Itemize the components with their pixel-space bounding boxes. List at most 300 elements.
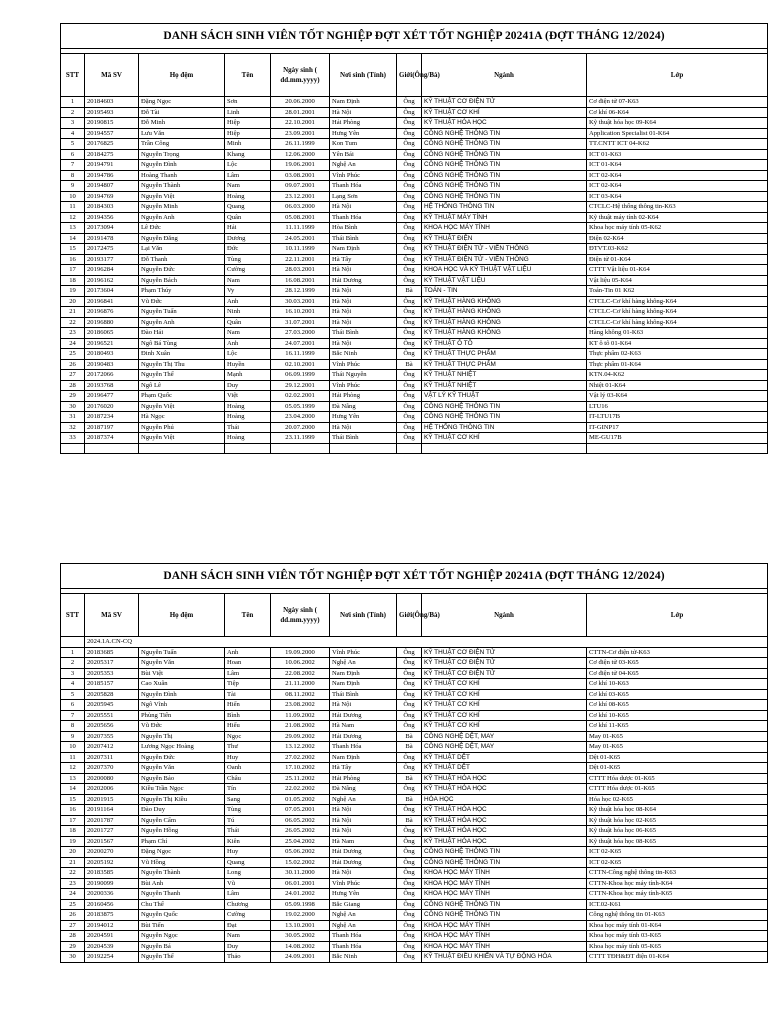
cell-ten: Thư: [225, 742, 271, 753]
cell-nganh: KỸ THUẬT CƠ ĐIỆN TỬ: [422, 97, 587, 108]
cell-lop: ICT.02-K61: [587, 899, 768, 910]
cell-nganh: KHOA HỌC MÁY TÍNH: [422, 868, 587, 879]
cell-ngaysinh: 02.10.2001: [271, 359, 330, 370]
cell-nganh: KỸ THUẬT MÁY TÍNH: [422, 212, 587, 223]
cell-stt: 16: [61, 805, 85, 816]
cell-ngaysinh: 17.10.2002: [271, 763, 330, 774]
cell-hodem: Nguyễn Quốc: [139, 910, 225, 921]
cell-hodem: Nguyễn Việt: [139, 191, 225, 202]
cell-ten: Huy: [225, 847, 271, 858]
cell-gioitinh: Ông: [397, 752, 422, 763]
cell-masv: 20205551: [85, 710, 139, 721]
cell-hodem: Đào Hải: [139, 328, 225, 339]
cell-ngaysinh: 28.01.2001: [271, 107, 330, 118]
cell-ten: Minh: [225, 139, 271, 150]
cell-gioitinh: Ông: [397, 328, 422, 339]
blank-row: [61, 443, 768, 454]
cell-noisinh: Hà Nam: [330, 721, 397, 732]
cell-noisinh: Đà Nẵng: [330, 401, 397, 412]
cell-noisinh: Hà Nội: [330, 286, 397, 297]
cell-stt: 11: [61, 202, 85, 213]
cell-hodem: Đỗ Tài: [139, 107, 225, 118]
cell-hodem: Phạm Chí: [139, 836, 225, 847]
cell-masv: 20183585: [85, 868, 139, 879]
cell-gioitinh: Ông: [397, 710, 422, 721]
cell-lop: IT-GINP17: [587, 422, 768, 433]
cell-nganh: HỆ THỐNG THÔNG TIN: [422, 422, 587, 433]
cell-noisinh: Hưng Yên: [330, 412, 397, 423]
table-row: [61, 107, 768, 118]
cell-ngaysinh: 29.12.2001: [271, 380, 330, 391]
cell-noisinh: Hà Nội: [330, 700, 397, 711]
cell-noisinh: Hòa Bình: [330, 223, 397, 234]
table-row: [61, 254, 768, 265]
cell-gioitinh: Ông: [397, 857, 422, 868]
cell-nganh: KỸ THUẬT NHIỆT: [422, 380, 587, 391]
cell-ten: Linh: [225, 107, 271, 118]
cell-ten: Vũ: [225, 878, 271, 889]
cell-ten: Thảo: [225, 952, 271, 963]
cell-noisinh: Hà Nội: [330, 307, 397, 318]
table-row: [61, 700, 768, 711]
cell-lop: Cơ khí 03-K65: [587, 689, 768, 700]
cell-masv: 20201567: [85, 836, 139, 847]
cell-ngaysinh: 13.12.2002: [271, 742, 330, 753]
header-noisinh: Nơi sinh (Tỉnh): [330, 594, 397, 637]
table-row: [61, 763, 768, 774]
table-row: [61, 910, 768, 921]
cell-nganh: CÔNG NGHỆ THÔNG TIN: [422, 139, 587, 150]
cell-hodem: Nguyễn Minh: [139, 202, 225, 213]
table-row: [61, 233, 768, 244]
table-row: [61, 223, 768, 234]
cell-ten: Tài: [225, 689, 271, 700]
cell-lop: ICT 01-K64: [587, 160, 768, 171]
table-row: [61, 149, 768, 160]
cell-noisinh: Lạng Sơn: [330, 191, 397, 202]
cell-nganh: KỸ THUẬT CƠ ĐIỆN TỬ: [422, 658, 587, 669]
cell-nganh: KỸ THUẬT HÓA HỌC: [422, 805, 587, 816]
cell-ten: Nam: [225, 181, 271, 192]
cell-stt: 27: [61, 920, 85, 931]
table-row: [61, 338, 768, 349]
cell-nganh: KỸ THUẬT HÀNG KHÔNG: [422, 328, 587, 339]
header-stt: STT: [61, 54, 85, 97]
cell-lop: ĐTVT.03-K62: [587, 244, 768, 255]
cell-ten: Huy: [225, 752, 271, 763]
cell-lop: Dệt 01-K65: [587, 752, 768, 763]
cell-noisinh: Hà Nội: [330, 338, 397, 349]
table-row: [61, 97, 768, 108]
cell-masv: 20192254: [85, 952, 139, 963]
table-row: [61, 689, 768, 700]
cell-nganh: KỸ THUẬT HÀNG KHÔNG: [422, 296, 587, 307]
cell-stt: 17: [61, 265, 85, 276]
table-row: [61, 265, 768, 276]
cell-stt: 25: [61, 899, 85, 910]
cell-nganh: KHOA HỌC VÀ KỸ THUẬT VẬT LIỆU: [422, 265, 587, 276]
cell-noisinh: Hà Nội: [330, 826, 397, 837]
cell-gioitinh: Ông: [397, 181, 422, 192]
table-row: [61, 931, 768, 942]
page-title: DANH SÁCH SINH VIÊN TỐT NGHIỆP ĐỢT XÉT TỐT NGHIỆP 20241A (ĐỢT THÁNG 12/2024): [61, 24, 768, 49]
cell-lop: Khoa học máy tính 03-K65: [587, 931, 768, 942]
cell-stt: 29: [61, 391, 85, 402]
cell-hodem: Đào Duy: [139, 805, 225, 816]
cell-ten: Sang: [225, 794, 271, 805]
cell-gioitinh: Ông: [397, 721, 422, 732]
table-row: [61, 412, 768, 423]
cell-lop: KT ô tô 01-K64: [587, 338, 768, 349]
cell-ngaysinh: 09.07.2001: [271, 181, 330, 192]
cell-ngaysinh: 16.10.2001: [271, 307, 330, 318]
cell-ngaysinh: 11.09.2002: [271, 710, 330, 721]
cell-ngaysinh: 22.02.2002: [271, 784, 330, 795]
cell-nganh: CÔNG NGHỆ THÔNG TIN: [422, 910, 587, 921]
cell-hodem: Bùi Việt: [139, 668, 225, 679]
cell-stt: 7: [61, 160, 85, 171]
cell-stt: 20: [61, 296, 85, 307]
cell-noisinh: Hải Dương: [330, 275, 397, 286]
cell-ngaysinh: 24.09.2001: [271, 952, 330, 963]
cell-ten: Ngọc: [225, 731, 271, 742]
cell-stt: 10: [61, 742, 85, 753]
cell-ngaysinh: 12.06.2000: [271, 149, 330, 160]
cell-lop: TT.CNTT ICT 04-K62: [587, 139, 768, 150]
cell-lop: LTU16: [587, 401, 768, 412]
cell-ten: Anh: [225, 338, 271, 349]
table-row: [61, 784, 768, 795]
group-row: [61, 637, 768, 648]
cell-hodem: Nguyễn Văn: [139, 763, 225, 774]
cell-ngaysinh: 23.08.2002: [271, 700, 330, 711]
cell-hodem: Nguyễn Bảo: [139, 773, 225, 784]
cell-gioitinh: Ông: [397, 149, 422, 160]
cell-ten: Hiếu: [225, 721, 271, 732]
student-table-2: [60, 563, 768, 963]
cell-noisinh: Hải Dương: [330, 857, 397, 868]
cell-hodem: Nguyễn Thế: [139, 370, 225, 381]
cell-lop: ICT 02-K65: [587, 857, 768, 868]
cell-masv: 20207370: [85, 763, 139, 774]
cell-gioitinh: Ông: [397, 668, 422, 679]
cell-noisinh: Vĩnh Phúc: [330, 647, 397, 658]
cell-masv: 20172066: [85, 370, 139, 381]
cell-hodem: Nguyễn Đình: [139, 689, 225, 700]
table-row: [61, 742, 768, 753]
cell-ngaysinh: 02.02.2001: [271, 391, 330, 402]
cell-stt: 16: [61, 254, 85, 265]
cell-noisinh: Hải Dương: [330, 710, 397, 721]
cell-noisinh: Bắc Giang: [330, 899, 397, 910]
cell-masv: 20196162: [85, 275, 139, 286]
cell-hodem: Nguyễn Đức: [139, 752, 225, 763]
cell-gioitinh: Ông: [397, 107, 422, 118]
cell-nganh: KỸ THUẬT CƠ ĐIỆN TỬ: [422, 668, 587, 679]
cell-ngaysinh: 05.09.1998: [271, 899, 330, 910]
cell-noisinh: Hà Nội: [330, 868, 397, 879]
cell-noisinh: Hà Nội: [330, 805, 397, 816]
header-gioitinh: Giới(Ông/Bà): [397, 594, 422, 637]
cell-stt: 22: [61, 868, 85, 879]
cell-gioitinh: Bà: [397, 742, 422, 753]
cell-noisinh: Thái Bình: [330, 233, 397, 244]
cell-masv: 20183685: [85, 647, 139, 658]
cell-stt: 30: [61, 401, 85, 412]
cell-ten: Oanh: [225, 763, 271, 774]
cell-masv: 20194791: [85, 160, 139, 171]
cell-masv: 20207355: [85, 731, 139, 742]
cell-ngaysinh: 15.02.2002: [271, 857, 330, 868]
cell-noisinh: Hà Nội: [330, 422, 397, 433]
table-row: [61, 773, 768, 784]
cell-lop: Vật liệu 05-K64: [587, 275, 768, 286]
cell-gioitinh: Bà: [397, 794, 422, 805]
cell-lop: Kỹ thuật hóa học 08-K65: [587, 836, 768, 847]
cell-gioitinh: Ông: [397, 679, 422, 690]
cell-hodem: Lưu Văn: [139, 128, 225, 139]
cell-masv: 20194557: [85, 128, 139, 139]
cell-noisinh: Hải Phòng: [330, 391, 397, 402]
cell-stt: 1: [61, 97, 85, 108]
cell-ten: Tùng: [225, 805, 271, 816]
cell-noisinh: Thanh Hóa: [330, 931, 397, 942]
cell-stt: 13: [61, 773, 85, 784]
cell-hodem: Vũ Hồng: [139, 857, 225, 868]
cell-ten: Anh: [225, 647, 271, 658]
cell-stt: 5: [61, 689, 85, 700]
cell-masv: 20194356: [85, 212, 139, 223]
cell-gioitinh: Ông: [397, 920, 422, 931]
cell-nganh: KỸ THUẬT HÓA HỌC: [422, 118, 587, 129]
cell-ngaysinh: 23.04.2000: [271, 412, 330, 423]
cell-masv: 20191478: [85, 233, 139, 244]
cell-gioitinh: Ông: [397, 338, 422, 349]
cell-masv: 20190815: [85, 118, 139, 129]
table-row: [61, 433, 768, 444]
cell-gioitinh: Ông: [397, 307, 422, 318]
cell-stt: 13: [61, 223, 85, 234]
cell-ten: Hoàng: [225, 191, 271, 202]
cell-noisinh: Yên Bái: [330, 149, 397, 160]
cell-ngaysinh: 11.11.1999: [271, 223, 330, 234]
cell-hodem: Nguyễn Thành: [139, 868, 225, 879]
cell-ngaysinh: 26.11.1999: [271, 139, 330, 150]
cell-masv: 20202006: [85, 784, 139, 795]
cell-lop: Kỹ thuật máy tính 02-K64: [587, 212, 768, 223]
cell-noisinh: Thanh Hóa: [330, 941, 397, 952]
cell-lop: Cơ điện tử 03-K65: [587, 658, 768, 669]
cell-hodem: Nguyễn Thị Kiều: [139, 794, 225, 805]
cell-gioitinh: Ông: [397, 401, 422, 412]
cell-nganh: KHOA HỌC MÁY TÍNH: [422, 878, 587, 889]
cell-nganh: KỸ THUẬT ĐIỆN: [422, 233, 587, 244]
cell-ngaysinh: 13.10.2001: [271, 920, 330, 931]
blank-cell: [61, 443, 85, 454]
cell-masv: 20191164: [85, 805, 139, 816]
cell-ten: Tín: [225, 784, 271, 795]
table-row: [61, 212, 768, 223]
cell-hodem: Phạm Thúy: [139, 286, 225, 297]
table-row: [61, 244, 768, 255]
cell-nganh: KỸ THUẬT ĐIỆN TỬ - VIỄN THÔNG: [422, 254, 587, 265]
cell-ten: Tú: [225, 815, 271, 826]
cell-ngaysinh: 21.08.2002: [271, 721, 330, 732]
cell-nganh: CÔNG NGHỆ THÔNG TIN: [422, 847, 587, 858]
cell-nganh: CÔNG NGHỆ THÔNG TIN: [422, 412, 587, 423]
cell-gioitinh: Bà: [397, 286, 422, 297]
cell-masv: 20201787: [85, 815, 139, 826]
cell-nganh: KỸ THUẬT CƠ KHÍ: [422, 721, 587, 732]
cell-nganh: KỸ THUẬT CƠ KHÍ: [422, 433, 587, 444]
cell-hodem: Nguyễn Hồng: [139, 826, 225, 837]
cell-noisinh: Đà Nẵng: [330, 784, 397, 795]
cell-masv: 20194769: [85, 191, 139, 202]
cell-noisinh: Hải Phòng: [330, 773, 397, 784]
header-row: [61, 54, 768, 97]
cell-ngaysinh: 24.07.2001: [271, 338, 330, 349]
cell-noisinh: Thanh Hóa: [330, 181, 397, 192]
cell-gioitinh: Ông: [397, 412, 422, 423]
cell-ten: Huyền: [225, 359, 271, 370]
cell-noisinh: Hà Nội: [330, 202, 397, 213]
cell-ten: Sơn: [225, 97, 271, 108]
cell-lop: KTN.04-K62: [587, 370, 768, 381]
cell-stt: 31: [61, 412, 85, 423]
header-hodem: Họ đệm: [139, 54, 225, 97]
cell-stt: 22: [61, 317, 85, 328]
cell-stt: 28: [61, 931, 85, 942]
cell-stt: 12: [61, 212, 85, 223]
cell-lop: CTTN-Cơ điện tử-K63: [587, 647, 768, 658]
cell-masv: 20194807: [85, 181, 139, 192]
cell-masv: 20184303: [85, 202, 139, 213]
cell-masv: 20184603: [85, 97, 139, 108]
cell-noisinh: Nghệ An: [330, 920, 397, 931]
header-gioitinh: Giới(Ông/Bà): [397, 54, 422, 97]
cell-hodem: Đặng Ngọc: [139, 847, 225, 858]
cell-gioitinh: Ông: [397, 941, 422, 952]
cell-gioitinh: Ông: [397, 952, 422, 963]
cell-gioitinh: Ông: [397, 233, 422, 244]
cell-nganh: KHOA HỌC MÁY TÍNH: [422, 931, 587, 942]
cell-stt: 9: [61, 731, 85, 742]
cell-gioitinh: Ông: [397, 317, 422, 328]
cell-hodem: Nguyễn Tuấn: [139, 647, 225, 658]
group-cell-empty: [61, 637, 85, 648]
cell-lop: Công nghệ thông tin 01-K63: [587, 910, 768, 921]
cell-lop: CTTT Hóa dược 01-K65: [587, 773, 768, 784]
cell-hodem: Hoàng Thanh: [139, 170, 225, 181]
cell-gioitinh: Ông: [397, 647, 422, 658]
cell-masv: 20186065: [85, 328, 139, 339]
cell-ten: Cường: [225, 265, 271, 276]
cell-nganh: CÔNG NGHỆ THÔNG TIN: [422, 181, 587, 192]
cell-gioitinh: Ông: [397, 836, 422, 847]
cell-hodem: Cao Xuân: [139, 679, 225, 690]
cell-nganh: KỸ THUẬT CƠ KHÍ: [422, 107, 587, 118]
group-label: 2024.1A.CN-CQ: [85, 637, 768, 648]
cell-hodem: Phạm Quốc: [139, 391, 225, 402]
table-row: [61, 710, 768, 721]
cell-ten: Long: [225, 868, 271, 879]
header-ngaysinh: Ngày sinh ( dd.mm.yyyy): [271, 594, 330, 637]
cell-gioitinh: Ông: [397, 689, 422, 700]
cell-stt: 26: [61, 359, 85, 370]
cell-hodem: Lại Văn: [139, 244, 225, 255]
cell-stt: 28: [61, 380, 85, 391]
cell-ngaysinh: 22.08.2002: [271, 668, 330, 679]
cell-ngaysinh: 24.05.2001: [271, 233, 330, 244]
cell-ten: Hoan: [225, 658, 271, 669]
table-row: [61, 170, 768, 181]
cell-nganh: KỸ THUẬT Ô TÔ: [422, 338, 587, 349]
cell-gioitinh: Ông: [397, 868, 422, 879]
table-row: [61, 118, 768, 129]
cell-stt: 14: [61, 233, 85, 244]
cell-ngaysinh: 19.09.2000: [271, 647, 330, 658]
cell-stt: 4: [61, 679, 85, 690]
cell-gioitinh: Bà: [397, 773, 422, 784]
cell-gioitinh: Ông: [397, 658, 422, 669]
cell-lop: Khoa học máy tính 05-K65: [587, 941, 768, 952]
page-title: DANH SÁCH SINH VIÊN TỐT NGHIỆP ĐỢT XÉT TỐT NGHIỆP 20241A (ĐỢT THÁNG 12/2024): [61, 564, 768, 589]
table-row: [61, 899, 768, 910]
cell-lop: Cơ khí 10-K65: [587, 710, 768, 721]
cell-lop: CTCLC-Cơ khí hàng không-K64: [587, 296, 768, 307]
cell-ngaysinh: 30.03.2001: [271, 296, 330, 307]
cell-nganh: KỸ THUẬT HÓA HỌC: [422, 836, 587, 847]
cell-ten: Hải: [225, 223, 271, 234]
cell-noisinh: Kon Tum: [330, 139, 397, 150]
cell-nganh: CÔNG NGHỆ THÔNG TIN: [422, 191, 587, 202]
cell-lop: CTTN-Công nghệ thông tin-K63: [587, 868, 768, 879]
cell-lop: Cơ khí 10-K63: [587, 679, 768, 690]
cell-ngaysinh: 10.06.2002: [271, 658, 330, 669]
cell-stt: 30: [61, 952, 85, 963]
cell-hodem: Nguyễn Anh: [139, 317, 225, 328]
cell-masv: 20187374: [85, 433, 139, 444]
cell-noisinh: Hải Phòng: [330, 118, 397, 129]
cell-gioitinh: Ông: [397, 160, 422, 171]
cell-lop: CTCLC-Hệ thống thông tin-K63: [587, 202, 768, 213]
table-row: [61, 370, 768, 381]
cell-stt: 3: [61, 118, 85, 129]
cell-masv: 20173094: [85, 223, 139, 234]
cell-hodem: Nguyễn Bá: [139, 941, 225, 952]
cell-stt: 33: [61, 433, 85, 444]
cell-masv: 20205656: [85, 721, 139, 732]
cell-stt: 2: [61, 107, 85, 118]
cell-masv: 20204591: [85, 931, 139, 942]
cell-gioitinh: Ông: [397, 878, 422, 889]
cell-gioitinh: Ông: [397, 223, 422, 234]
cell-ten: Nam: [225, 275, 271, 286]
cell-stt: 24: [61, 338, 85, 349]
cell-ngaysinh: 06.09.1999: [271, 370, 330, 381]
cell-hodem: Nguyễn Ngọc: [139, 931, 225, 942]
cell-nganh: KỸ THUẬT NHIỆT: [422, 370, 587, 381]
cell-lop: Hàng không 01-K63: [587, 328, 768, 339]
cell-ngaysinh: 30.05.2002: [271, 931, 330, 942]
cell-masv: 20196841: [85, 296, 139, 307]
cell-gioitinh: Ông: [397, 910, 422, 921]
cell-ten: Việt: [225, 391, 271, 402]
cell-masv: 20180493: [85, 349, 139, 360]
cell-lop: Khoa học máy tính 01-K64: [587, 920, 768, 931]
cell-lop: Cơ khí 08-K65: [587, 700, 768, 711]
cell-ngaysinh: 23.12.2001: [271, 191, 330, 202]
